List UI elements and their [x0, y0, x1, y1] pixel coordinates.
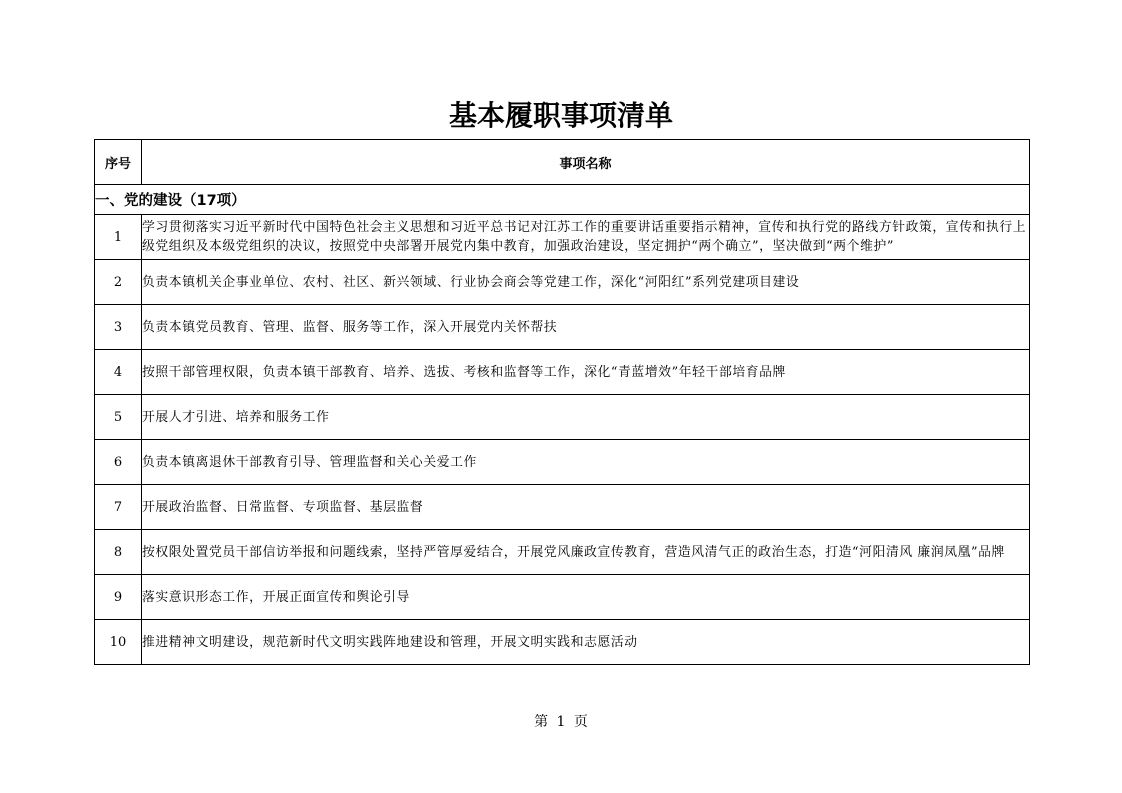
row-number: 8	[95, 530, 142, 575]
row-number: 9	[95, 575, 142, 620]
row-item-name: 推进精神文明建设，规范新时代文明实践阵地建设和管理，开展文明实践和志愿活动	[142, 620, 1030, 665]
table-row	[95, 350, 1030, 395]
table-row	[95, 620, 1030, 665]
table-row	[95, 305, 1030, 350]
row-number: 6	[95, 440, 142, 485]
row-item-name: 开展人才引进、培养和服务工作	[142, 395, 1030, 440]
row-item-name: 按权限处置党员干部信访举报和问题线索，坚持严管厚爱结合，开展党风廉政宣传教育，营造风清气正的政治生态，打造“河阳清风 廉润凤凰”品牌	[142, 530, 1030, 575]
header-serial-number: 序号	[95, 140, 142, 185]
row-item-name: 负责本镇机关企事业单位、农村、社区、新兴领域、行业协会商会等党建工作，深化“河阳红”系列党建项目建设	[142, 260, 1030, 305]
row-number: 7	[95, 485, 142, 530]
table-row	[95, 440, 1030, 485]
row-item-name: 学习贯彻落实习近平新时代中国特色社会主义思想和习近平总书记对江苏工作的重要讲话重要指示精神，宣传和执行党的路线方针政策，宣传和执行上级党组织及本级党组织的决议，按照党中央部署开展党内集中教育，加强政治建设，坚定拥护“两个确立”，坚决做到“两个维护”	[142, 215, 1030, 260]
table-header-row	[95, 140, 1030, 185]
table-row	[95, 215, 1030, 260]
row-number: 10	[95, 620, 142, 665]
document-title: 基本履职事项清单	[448, 99, 673, 132]
table-row	[95, 575, 1030, 620]
duty-items-table	[94, 139, 1030, 665]
row-number: 4	[95, 350, 142, 395]
section-row	[95, 185, 1030, 215]
row-item-name: 负责本镇党员教育、管理、监督、服务等工作，深入开展党内关怀帮扶	[142, 305, 1030, 350]
page-number: 1	[556, 714, 566, 730]
page-suffix: 页	[573, 714, 588, 730]
table-row	[95, 260, 1030, 305]
page-prefix: 第	[534, 714, 549, 730]
row-item-name: 开展政治监督、日常监督、专项监督、基层监督	[142, 485, 1030, 530]
row-number: 1	[95, 215, 142, 260]
row-item-name: 落实意识形态工作，开展正面宣传和舆论引导	[142, 575, 1030, 620]
row-item-name: 按照干部管理权限，负责本镇干部教育、培养、选拔、考核和监督等工作，深化“青蓝增效”年轻干部培育品牌	[142, 350, 1030, 395]
table-row	[95, 530, 1030, 575]
row-number: 5	[95, 395, 142, 440]
page-number-footer	[0, 711, 1122, 731]
row-number: 2	[95, 260, 142, 305]
row-number: 3	[95, 305, 142, 350]
section-title: 一、党的建设（17项）	[95, 185, 1030, 215]
table-row	[95, 395, 1030, 440]
header-item-name: 事项名称	[142, 140, 1030, 185]
table-row	[95, 485, 1030, 530]
row-item-name: 负责本镇离退休干部教育引导、管理监督和关心关爱工作	[142, 440, 1030, 485]
